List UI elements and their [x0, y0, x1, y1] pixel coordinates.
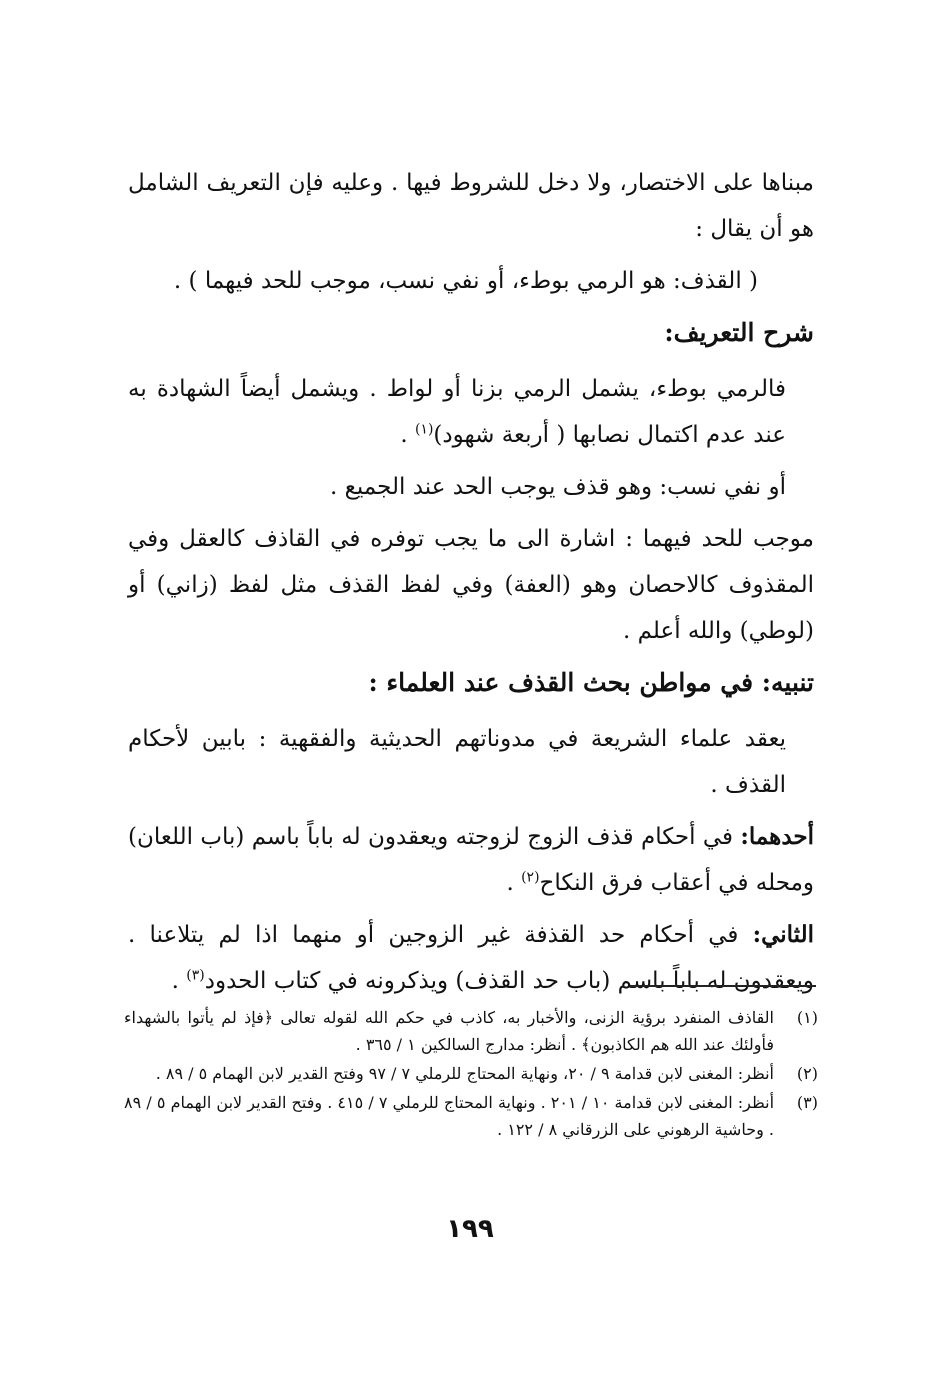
- paragraph-7-end: .: [506, 870, 522, 896]
- footnote-text: أنظر: المغنى لابن قدامة ٩ / ٢٠، ونهاية المحتاج للرملي ٧ / ٩٧ وفتح القدير لابن الهمام ٥ / ٨٩ .: [155, 1064, 774, 1083]
- paragraph-1: مبناها على الاختصار، ولا دخل للشروط فيها . وعليه فإن التعريف الشامل هو أن يقال :: [128, 170, 814, 242]
- paragraph-3-end: .: [400, 422, 415, 448]
- paragraph-8-lead: الثاني:: [752, 921, 814, 948]
- paragraph-5: موجب للحد فيهما : اشارة الى ما يجب توفره في القاذف كالعقل وفي المقذوف كالاحصان وهو (العفة) وفي لفظ القذف مثل لفظ (زاني) أو (لوطي) والله أعلم .: [128, 526, 814, 644]
- paragraph-4: أو نفي نسب: وهو قذف يوجب الحد عند الجميع .: [330, 474, 786, 500]
- section-heading-definition-explanation: شرح التعريف:: [664, 318, 814, 347]
- page-body: [128, 160, 814, 1010]
- footnote-number: (٢): [796, 1064, 818, 1083]
- footnote-ref-2: (٢): [521, 869, 540, 886]
- footnote-ref-3: (٣): [186, 967, 205, 984]
- section-heading-notice: تنبيه: في مواطن بحث القذف عند العلماء :: [368, 668, 814, 697]
- paragraph-7-text: في أحكام قذف الزوج لزوجته ويعقدون له باباً باسم (باب اللعان) ومحله في أعقاب فرق النكاح: [128, 824, 814, 896]
- paragraph-8-text: في أحكام حد القذفة غير الزوجين أو منهما اذا لم يتلاعنا . ويعقدون له باباً باسم (باب حد القذف) ويذكرونه في كتاب الحدود: [128, 922, 814, 994]
- paragraph-3-text: فالرمي بوطء، يشمل الرمي بزنا أو لواط . ويشمل أيضاً الشهادة به عند عدم اكتمال نصابها ( أربعة شهود): [128, 376, 786, 448]
- footnote-ref-1: (١): [414, 421, 434, 438]
- paragraph-6: يعقد علماء الشريعة في مدوناتهم الحديثية والفقهية : بابين لأحكام القذف .: [128, 726, 786, 798]
- footnote-1: [124, 1004, 818, 1058]
- footnote-number: (٣): [796, 1093, 818, 1112]
- footnotes: [124, 1004, 818, 1145]
- footnote-2: [124, 1060, 818, 1087]
- paragraph-8: [128, 912, 814, 1004]
- paragraph-3: [128, 366, 814, 458]
- page-number: ١٩٩: [446, 1214, 494, 1244]
- footnote-number: (١): [796, 1008, 818, 1027]
- footnote-text: القاذف المنفرد برؤية الزنى، والأخبار به، كاذب في حكم الله لقوله تعالى ﴿فإذ لم يأتوا بالشهداء فأولئك عند الله هم الكاذبون﴾ . أنظر: مدارج السالكين ١ / ٣٦٥ .: [124, 1008, 774, 1054]
- paragraph-7-lead: أحدهما:: [740, 823, 814, 850]
- paragraph-8-end: .: [171, 968, 187, 994]
- footnote-divider: [630, 985, 816, 987]
- paragraph-7: [128, 814, 814, 906]
- footnote-text: أنظر: المغنى لابن قدامة ١٠ / ٢٠١ . ونهاية المحتاج للرملي ٧ / ٤١٥ . وفتح القدير لابن الهمام ٥ / ٨٩ . وحاشية الرهوني على الزرقاني ٨ / ١٢٢ .: [124, 1093, 775, 1139]
- definition-paragraph: ( القذف: هو الرمي بوطء، أو نفي نسب، موجب للحد فيهما ) .: [173, 268, 758, 294]
- footnote-3: [124, 1089, 818, 1143]
